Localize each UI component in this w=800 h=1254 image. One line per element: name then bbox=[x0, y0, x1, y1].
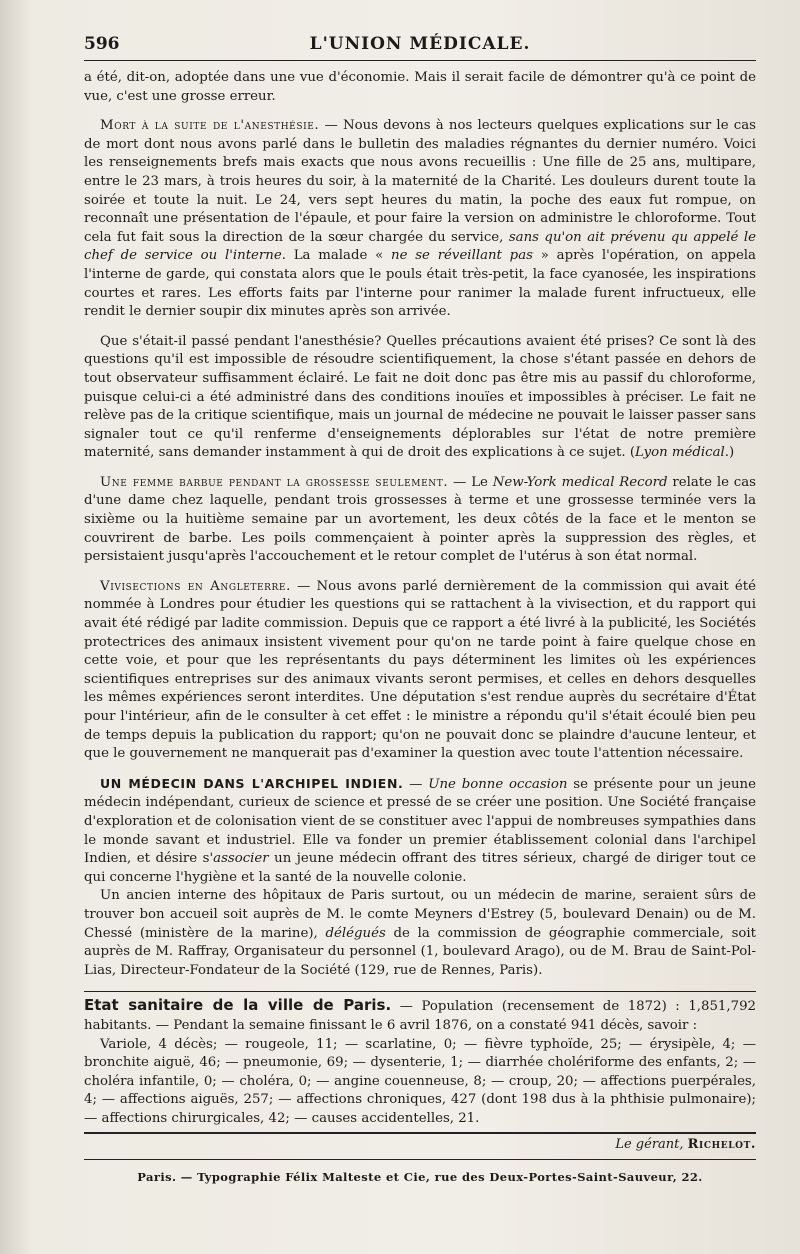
section-indian-archipelago bbox=[84, 775, 756, 888]
signature-name: Richelot. bbox=[687, 1137, 756, 1153]
indian-archipelago-paragraph-2 bbox=[84, 887, 756, 980]
section-text: La malade « bbox=[285, 248, 392, 264]
section-bearded-woman bbox=[84, 474, 756, 567]
italic-text: délégués bbox=[325, 925, 386, 941]
section-anesthesia bbox=[84, 117, 756, 322]
italic-text: associer bbox=[213, 851, 269, 867]
health-statistics-intro bbox=[84, 996, 756, 1035]
signature-rule bbox=[84, 1132, 756, 1134]
journal-name: New-York medical Record bbox=[492, 474, 668, 490]
article-body bbox=[84, 69, 756, 1187]
section-title-anesthesia: Mort à la suite de l'anesthésie. bbox=[100, 118, 320, 134]
section-text: — Population (recensement de 1872) : 1,851,792 habitants. — Pendant la semaine finissant le 6 avril 1876, on a constaté 941 décès, savoir : bbox=[84, 999, 756, 1033]
page-number: 596 bbox=[84, 34, 120, 54]
section-text: se présente pour un jeune médecin indépendant, curieux de science et pressé de se créer une position. Une Société française d'exploration et de colonisation vient de se constituer avec l'appui de nombreuses sympathies dans le monde savant et industriel. Elle va fonder un premier établissement colonial dans l'archipel Indien, et désire s' bbox=[84, 776, 756, 867]
section-text: — Nous devons à nos lecteurs quelques explications sur le cas de mort dont nous avons parlé dans le bulletin des maladies régnantes du dernier numéro. Voici les renseignements brefs mais exacts que nous avons recueillis : Une fille de 25 ans, multipare, entre le 23 mars, à trois heures du soir, à la maternité de la Charité. Les douleurs durent toute la soirée et toute la nuit. Le 24, vers sept heures du matin, la poche des eaux fut rompue, on reconnaît une présentation de l'épaule, et pour faire la version on administre le chloroforme. Tout cela fut fait sous la direction de la sœur chargée du service, bbox=[84, 118, 756, 245]
section-text: Un ancien interne des hôpitaux de Paris surtout, ou un médecin de marine, seraient sûrs de trouver bon accueil soit auprès de M. le comte Meyners d'Estrey (5, boulevard Denain) ou de M. Chessé (ministère de la marine), bbox=[84, 888, 756, 941]
section-text: » après l'opération, on appela l'interne de garde, qui constata alors que le pouls était très-petit, la face cyanosée, les inspirations courtes et rares. Les efforts faits par l'interne pour ranimer la malade furent infructueux, elle rendit le dernier soupir dix minutes après son arrivée. bbox=[84, 248, 756, 320]
section-text: — bbox=[403, 776, 429, 792]
section-text: ) bbox=[729, 445, 735, 461]
footer-rule bbox=[84, 1159, 756, 1160]
section-text: de la commission de géographie commerciale, soit auprès de M. Raffray, Organisateur du personnel (1, boulevard Arago), ou de M. Brau de Saint-Pol-Lias, Directeur-Fondateur de la Société (129, rue de Rennes, Paris). bbox=[84, 925, 756, 978]
section-health-statistics bbox=[84, 991, 756, 1128]
section-title-health-statistics: Etat sanitaire de la ville de Paris. bbox=[84, 996, 392, 1015]
signature bbox=[84, 1136, 756, 1155]
signature-role: Le gérant, bbox=[615, 1137, 684, 1153]
printer-footer: Paris. — Typographie Félix Malteste et Cie, rue des Deux-Portes-Saint-Sauveur, 22. bbox=[137, 1170, 703, 1185]
anesthesia-paragraph-2 bbox=[84, 333, 756, 463]
section-vivisections bbox=[84, 578, 756, 764]
continued-paragraph bbox=[84, 69, 756, 106]
section-title-bearded-woman: Une femme barbue pendant la grossesse seulement. bbox=[100, 474, 449, 490]
health-statistics-details: Variole, 4 décès; — rougeole, 11; — scarlatine, 0; — fièvre typhoïde, 25; — érysipèle, 4; — bronchite aiguë, 46; — pneumonie, 69; — dysenterie, 1; — diarrhée cholériforme des enfants, 2; — choléra infantile, 0; — choléra, 0; — angine couenneuse, 8; — croup, 20; — affections puerpérales, 4; — affections aiguës, 257; — affections chroniques, 427 (dont 198 dus à la phthisie pulmonaire); — affections chirurgicales, 42; — causes accidentelles, 21. bbox=[84, 1036, 756, 1126]
italic-text: Une bonne occasion bbox=[428, 776, 568, 792]
running-header bbox=[84, 30, 756, 61]
section-text: — Le bbox=[448, 474, 493, 490]
italic-text: ne se réveillant pas bbox=[391, 248, 533, 264]
section-title-indian-archipelago: UN MÉDECIN DANS L'ARCHIPEL INDIEN. bbox=[100, 775, 404, 791]
section-title-vivisections: Vivisections en Angleterre. bbox=[100, 578, 291, 594]
running-title: L'UNION MÉDICALE. bbox=[309, 34, 531, 54]
section-text: — Nous avons parlé dernièrement de la commission qui avait été nommée à Londres pour étudier les questions qui se rattachent à la vivisection, et du rapport qui avait été rédigé par ladite commission. Depuis que ce rapport a été livré à la publicité, les Sociétés protectrices des animaux insistent vivement pour qu'on ne tarde point à faire quelque chose en cette voie, et pour que les représentants du pays déterminent les limites où les expériences scientifiques entreprises sur des animaux vivants seront permises, et celles en dehors desquelles les mêmes expériences seront interdites. Une députation s'est rendue auprès du secrétaire d'État pour l'intérieur, afin de le consulter à cet effet : le ministre a répondu qu'il s'était écoulé bien peu de temps depuis la publication du rapport; qu'on ne pouvait donc se plaindre d'aucune lenteur, et que le gouvernement ne manquerait pas d'examiner la question avec toute l'attention nécessaire. bbox=[84, 578, 756, 762]
section-text: Que s'était-il passé pendant l'anesthésie? Quelles précautions avaient été prises? Ce sont là des questions qu'il est impossible de résoudre scientifiquement, la chose s'étant passée en dehors de tout observateur suffisamment éclairé. Le fait ne doit donc pas être mis au passif du chloroforme, puisque celui-ci a été administré dans des conditions inouïes et impossibles à préciser. Le fait ne relève pas de la critique scientifique, mais un journal de médecine ne pouvait le laisser passer sans signaler tout ce qu'il renferme d'enseignements déplorables sur l'état de notre première maternité, sans demander instamment à qui de droit des explications à ce sujet. ( bbox=[84, 333, 756, 461]
section-text: un jeune médecin offrant des titres sérieux, chargé de diriger tout ce qui concerne l'hygiène et la santé de la nouvelle colonie. bbox=[84, 851, 757, 885]
continued-text: a été, dit-on, adoptée dans une vue d'économie. Mais il serait facile de démontrer qu'à ce point de vue, c'est une grosse erreur. bbox=[84, 70, 756, 104]
source-citation: Lyon médical. bbox=[635, 445, 730, 461]
section-text: relate le cas d'une dame chez laquelle, pendant trois grossesses à terme et une grossesse terminée vers la sixième ou la huitième semaine par un avortement, les deux côtés de la face et le menton se couvrirent de barbe. Les poils commençaient à pointer après la suppression des règles, et persistaient jusqu'après l'accouchement et le retour complet de l'utérus à son état normal. bbox=[84, 474, 756, 565]
italic-text: sans qu'on ait prévenu qu appelé le chef de service ou l'interne. bbox=[84, 229, 756, 264]
